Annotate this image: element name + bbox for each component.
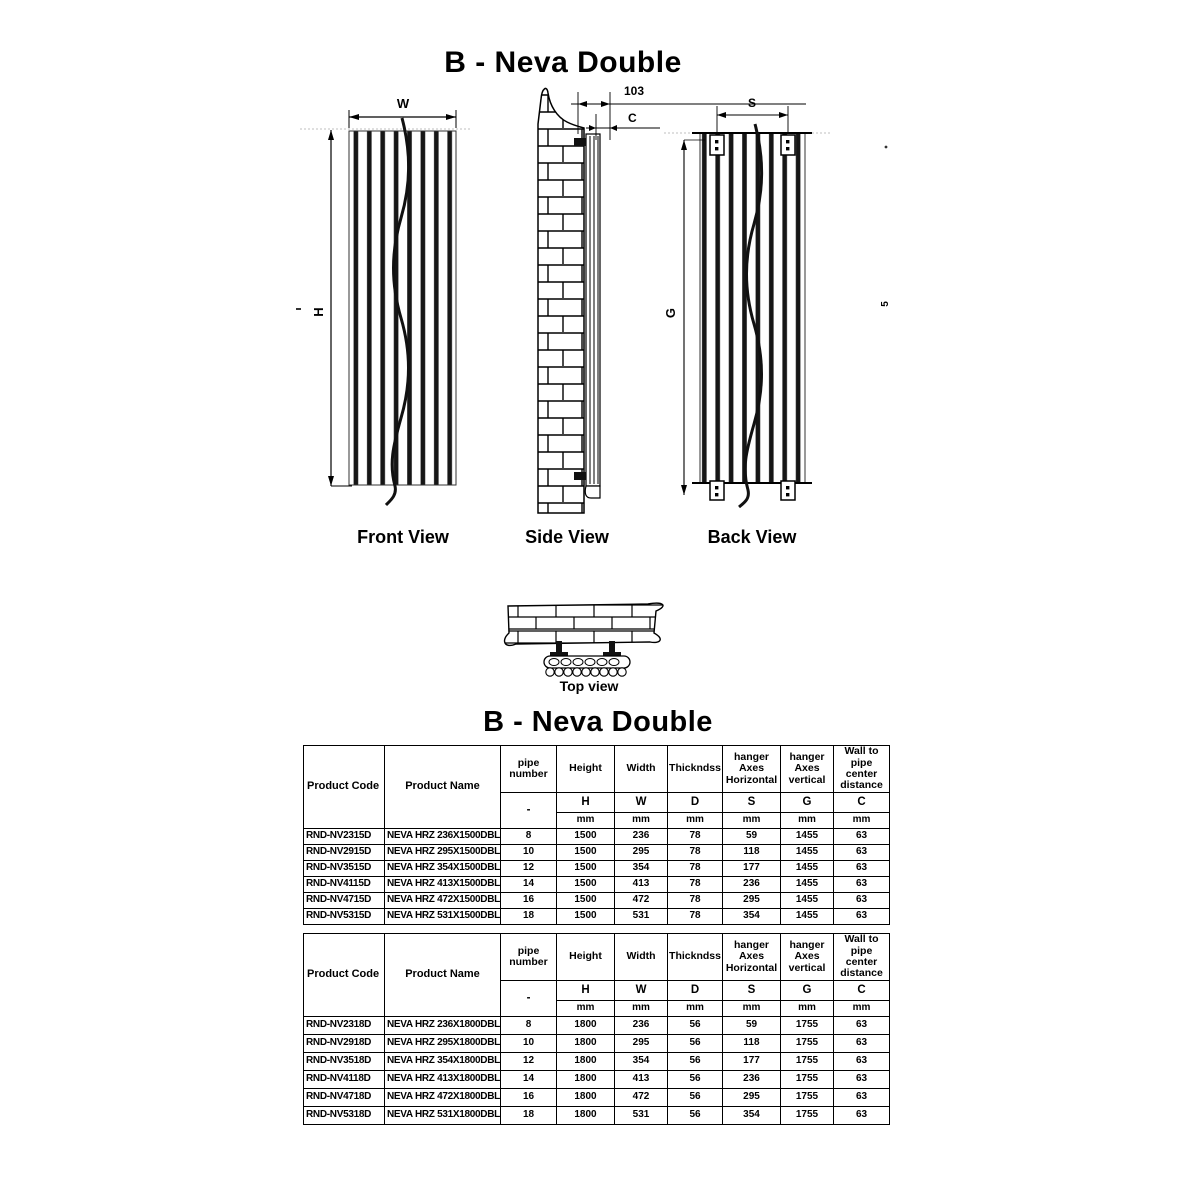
hanger-vertical-cell: 1455 [781,893,834,909]
header-unit: mm [615,813,668,829]
hanger-vertical-cell: 1755 [781,1089,834,1107]
hanger-horizontal-cell: 354 [723,909,781,925]
pipe-number-cell: 14 [501,1071,557,1089]
header-sym-s: S [723,793,781,813]
height-cell: 1500 [557,861,615,877]
height-cell: 1800 [557,1017,615,1035]
wall-distance-cell: 63 [834,861,890,877]
drawing-title: B - Neva Double [444,46,682,79]
wall-distance-cell: 63 [834,1089,890,1107]
front-view [296,96,470,547]
hanger-horizontal-cell: 295 [723,893,781,909]
height-cell: 1500 [557,909,615,925]
table-row [304,1089,890,1107]
hanger-vertical-cell: 1455 [781,845,834,861]
header-sym-d: D [668,793,723,813]
width-cell: 236 [615,829,668,845]
header-thickness: Thickndss [668,746,723,793]
dim-c-label: C [628,111,637,125]
wall-distance-cell: 63 [834,909,890,925]
width-cell: 236 [615,1017,668,1035]
table-row [304,1107,890,1125]
wall-distance-cell: 63 [834,1071,890,1089]
hanger-horizontal-cell: 118 [723,845,781,861]
pipe-number-cell: 14 [501,877,557,893]
width-cell: 413 [615,1071,668,1089]
wall-distance-cell: 63 [834,893,890,909]
header-hanger-vertical: hanger Axes vertical [781,934,834,981]
header-unit: mm [834,1001,890,1017]
header-sym-s: S [723,981,781,1001]
dim-103 [571,84,806,140]
wall-plan-section [505,603,663,645]
header-product-code: Product Code [304,746,385,829]
pipe-number-cell: 10 [501,845,557,861]
header-sym-g: G [781,981,834,1001]
product-code-cell: RND-NV5315D [304,909,385,925]
product-code-cell: RND-NV2918D [304,1035,385,1053]
height-cell: 1500 [557,829,615,845]
hanger-top-left [710,135,724,155]
header-unit: mm [723,813,781,829]
wall-section [538,88,584,513]
product-name-cell: NEVA HRZ 354X1500DBL [385,861,501,877]
header-hanger-vertical: hanger Axes vertical [781,746,834,793]
top-view-label: Top view [559,678,619,694]
hanger-horizontal-cell: 177 [723,1053,781,1071]
hanger-vertical-cell: 1455 [781,861,834,877]
dim-w-label: W [396,96,410,111]
width-cell: 472 [615,1089,668,1107]
wall-distance-cell: 63 [834,1107,890,1125]
header-unit: mm [615,1001,668,1017]
pipe-number-cell: 12 [501,861,557,877]
height-cell: 1500 [557,893,615,909]
table-row [304,893,890,909]
margin-marks [880,146,891,307]
width-cell: 354 [615,1053,668,1071]
pipe-connection-foot [585,486,600,498]
pipe-number-cell: 16 [501,893,557,909]
spec-table-1800 [303,933,890,1125]
table-row [304,845,890,861]
header-product-name: Product Name [385,746,501,829]
product-code-cell: RND-NV4115D [304,877,385,893]
hanger-bottom-right [781,481,795,500]
width-cell: 413 [615,877,668,893]
table-row [304,829,890,845]
header-wall-distance: Wall to pipe center distance [834,934,890,981]
width-cell: 295 [615,1035,668,1053]
tube-row-front [546,668,626,676]
hanger-horizontal-cell: 118 [723,1035,781,1053]
product-name-cell: NEVA HRZ 413X1800DBL [385,1071,501,1089]
hanger-vertical-cell: 1455 [781,829,834,845]
pipe-number-cell: 18 [501,1107,557,1125]
thickness-cell: 78 [668,909,723,925]
hanger-horizontal-cell: 177 [723,861,781,877]
thickness-cell: 56 [668,1071,723,1089]
table-title: B - Neva Double [483,706,713,738]
pipe-number-cell: 8 [501,1017,557,1035]
pipe-number-cell: 10 [501,1035,557,1053]
header-product-code: Product Code [304,934,385,1017]
product-name-cell: NEVA HRZ 354X1800DBL [385,1053,501,1071]
hanger-vertical-cell: 1755 [781,1053,834,1071]
hanger-bracket-bottom [574,472,586,480]
hanger-vertical-cell: 1755 [781,1017,834,1035]
height-cell: 1500 [557,845,615,861]
thickness-cell: 78 [668,845,723,861]
back-view-label: Back View [707,527,797,547]
hanger-top-right [781,135,795,155]
top-view [505,603,663,694]
product-code-cell: RND-NV4718D [304,1089,385,1107]
product-code-cell: RND-NV5318D [304,1107,385,1125]
product-name-cell: NEVA HRZ 531X1800DBL [385,1107,501,1125]
width-cell: 295 [615,845,668,861]
table-row [304,877,890,893]
thickness-cell: 78 [668,877,723,893]
header-product-name: Product Name [385,934,501,1017]
hanger-horizontal-cell: 236 [723,877,781,893]
hanger-vertical-cell: 1455 [781,909,834,925]
thickness-cell: 56 [668,1107,723,1125]
header-sym-w: W [615,793,668,813]
header-unit: mm [723,1001,781,1017]
header-unit: mm [557,1001,615,1017]
dim-103-label: 103 [624,84,645,98]
header-pipe-dash: - [501,981,557,1017]
product-name-cell: NEVA HRZ 472X1500DBL [385,893,501,909]
thickness-cell: 56 [668,1035,723,1053]
tube-row-rear [544,656,630,668]
hanger-horizontal-cell: 59 [723,829,781,845]
header-sym-c: C [834,793,890,813]
hanger-vertical-cell: 1755 [781,1071,834,1089]
wall-distance-cell: 63 [834,1017,890,1035]
width-cell: 531 [615,909,668,925]
header-sym-w: W [615,981,668,1001]
product-name-cell: NEVA HRZ 531X1500DBL [385,909,501,925]
table-row [304,1035,890,1053]
spec-table-1500 [303,745,890,925]
thickness-cell: 56 [668,1089,723,1107]
header-unit: mm [668,1001,723,1017]
hanger-horizontal-cell: 354 [723,1107,781,1125]
wall-distance-cell: 63 [834,1035,890,1053]
height-cell: 1800 [557,1089,615,1107]
front-view-label: Front View [357,527,449,547]
g-dimension [663,140,705,495]
thickness-cell: 56 [668,1017,723,1035]
height-cell: 1500 [557,877,615,893]
product-code-cell: RND-NV2318D [304,1017,385,1035]
product-code-cell: RND-NV2915D [304,845,385,861]
margin-mark-label: 5 [880,301,891,307]
wall-distance-cell: 63 [834,877,890,893]
hanger-vertical-cell: 1755 [781,1107,834,1125]
product-name-cell: NEVA HRZ 236X1800DBL [385,1017,501,1035]
table-row [304,861,890,877]
hanger-horizontal-cell: 59 [723,1017,781,1035]
header-sym-g: G [781,793,834,813]
dim-g-label: G [663,307,678,319]
pipe-number-cell: 18 [501,909,557,925]
wall-distance-cell: 63 [834,845,890,861]
header-sym-h: H [557,793,615,813]
header-unit: mm [668,813,723,829]
header-hanger-horizontal: hanger Axes Horizontal [723,746,781,793]
margin-dot [885,146,888,149]
header-unit: mm [781,1001,834,1017]
product-name-cell: NEVA HRZ 472X1800DBL [385,1089,501,1107]
hanger-bracket-top [574,138,586,146]
hanger-bottom-left [710,481,724,500]
header-height: Height [557,934,615,981]
header-hanger-horizontal: hanger Axes Horizontal [723,934,781,981]
hanger-vertical-cell: 1455 [781,877,834,893]
header-wall-distance: Wall to pipe center distance [834,746,890,793]
thickness-cell: 78 [668,861,723,877]
header-height: Height [557,746,615,793]
header-thickness: Thickndss [668,934,723,981]
height-cell: 1800 [557,1035,615,1053]
height-cell: 1800 [557,1053,615,1071]
table-row [304,1017,890,1035]
technical-drawing [280,78,920,708]
product-name-cell: NEVA HRZ 236X1500DBL [385,829,501,845]
height-dimension [296,130,352,486]
table-row [304,1071,890,1089]
wall-distance-cell: 63 [834,829,890,845]
table-row [304,909,890,925]
width-cell: 354 [615,861,668,877]
header-width: Width [615,934,668,981]
height-cell: 1800 [557,1071,615,1089]
margin-tick [296,308,301,310]
hanger-horizontal-cell: 236 [723,1071,781,1089]
header-pipe-dash: - [501,793,557,829]
header-unit: mm [781,813,834,829]
product-code-cell: RND-NV2315D [304,829,385,845]
pipe-number-cell: 12 [501,1053,557,1071]
header-sym-d: D [668,981,723,1001]
header-width: Width [615,746,668,793]
s-dimension [717,96,788,133]
front-radiator-body [349,131,456,485]
dim-s-label: S [747,96,757,110]
product-code-cell: RND-NV3515D [304,861,385,877]
header-unit: mm [557,813,615,829]
product-code-cell: RND-NV4118D [304,1071,385,1089]
pipe-number-cell: 16 [501,1089,557,1107]
width-cell: 472 [615,893,668,909]
product-code-cell: RND-NV4715D [304,893,385,909]
hanger-horizontal-cell: 295 [723,1089,781,1107]
header-sym-c: C [834,981,890,1001]
product-name-cell: NEVA HRZ 295X1800DBL [385,1035,501,1053]
product-name-cell: NEVA HRZ 413X1500DBL [385,877,501,893]
width-cell: 531 [615,1107,668,1125]
header-sym-h: H [557,981,615,1001]
header-pipe-number: pipe number [501,746,557,793]
height-cell: 1800 [557,1107,615,1125]
table-row [304,1053,890,1071]
dim-h-label: H [311,307,326,317]
side-view-label: Side View [525,527,609,547]
pipe-number-cell: 8 [501,829,557,845]
thickness-cell: 56 [668,1053,723,1071]
product-code-cell: RND-NV3518D [304,1053,385,1071]
thickness-cell: 78 [668,829,723,845]
header-unit: mm [834,813,890,829]
wall-distance-cell: 63 [834,1053,890,1071]
hanger-vertical-cell: 1755 [781,1035,834,1053]
thickness-cell: 78 [668,893,723,909]
header-pipe-number: pipe number [501,934,557,981]
back-view [663,96,830,547]
product-name-cell: NEVA HRZ 295X1500DBL [385,845,501,861]
